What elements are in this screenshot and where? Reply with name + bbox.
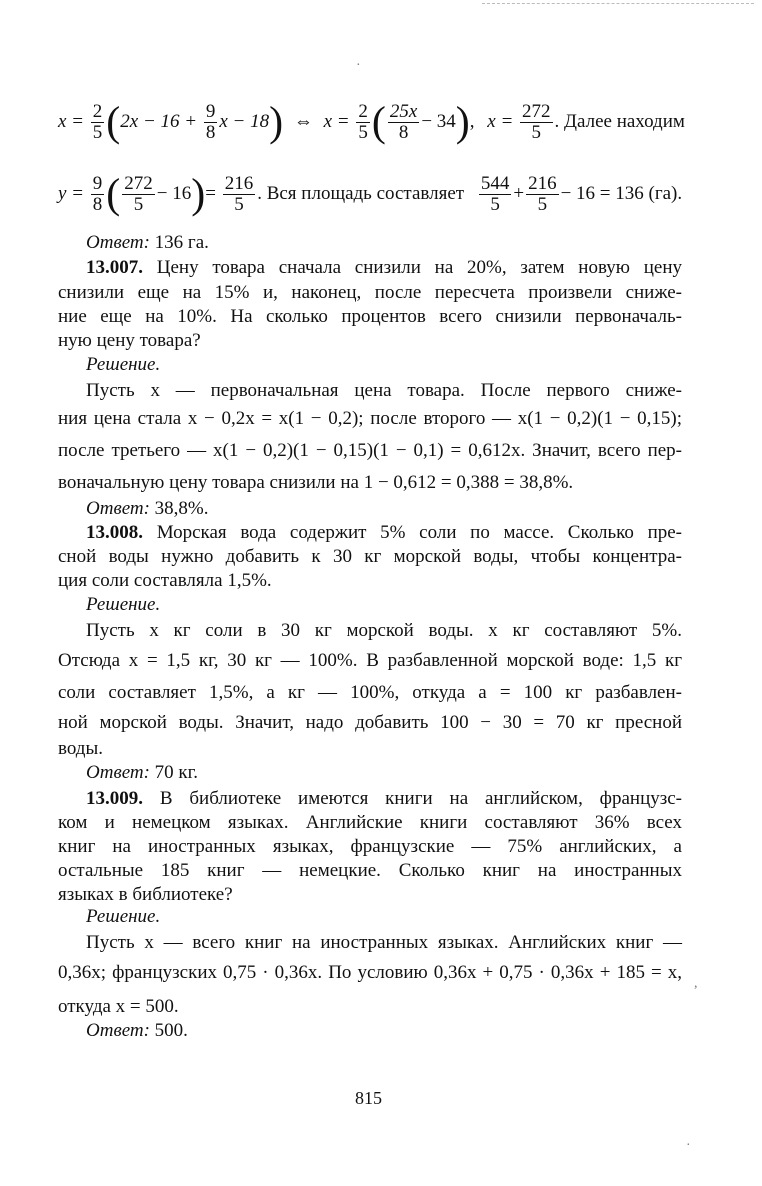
formula-line-1 [58, 92, 685, 152]
formula-text: 2x − 16 + [120, 111, 198, 132]
problem-13009-line: остальные 185 книг — немецкие. Сколько книг на иностранных [58, 860, 682, 881]
fraction [204, 102, 218, 143]
answer-value: 70 кг. [154, 762, 199, 783]
answer-line [86, 762, 198, 784]
solution-line: откуда x = 500. [58, 996, 179, 1017]
fraction-numerator: 9 [205, 101, 216, 123]
formula-text: x = [487, 111, 514, 132]
answer-label: Ответ: [86, 232, 150, 253]
answer-line [86, 1020, 188, 1042]
problem-13009-line [86, 788, 682, 810]
problem-text: Морская вода содержит 5% соли по массе. Сколько пре- [156, 522, 683, 543]
paren: ) [455, 99, 470, 146]
formula-text: = [205, 183, 216, 204]
problem-number: 13.008. [86, 522, 143, 543]
formula-text: . Вся площадь составляет [257, 183, 465, 204]
scan-speck: · [356, 58, 361, 73]
fraction [479, 174, 512, 215]
answer-value: 500. [154, 1020, 188, 1041]
problem-13008-line: ция соли составляла 1,5%. [58, 570, 272, 591]
paren: ( [371, 99, 386, 146]
page-number: 815 [355, 1088, 382, 1108]
formula-text: ⇔ [293, 111, 313, 132]
problem-13007-line: снизили еще на 15% и, наконец, после пересчета произвели сниже- [58, 282, 682, 303]
formula-text: x = [323, 111, 350, 132]
fraction-numerator: 2 [92, 101, 103, 123]
formula-text: x − 18 [219, 111, 270, 132]
problem-13009-line: ком и немецком языках. Английские книги составляют 36% всех [58, 812, 682, 833]
paren: ( [106, 99, 121, 146]
fraction-denominator: 5 [537, 194, 548, 216]
solution-label: Решение. [86, 906, 161, 927]
fraction-denominator: 5 [133, 194, 144, 216]
solution-line: воды. [58, 738, 103, 759]
fraction-numerator: 2 [358, 101, 368, 123]
fraction [223, 174, 256, 215]
fraction-denominator: 5 [490, 194, 500, 216]
fraction-numerator: 216 [528, 173, 557, 195]
fraction-denominator: 5 [92, 122, 103, 144]
answer-line [86, 232, 209, 254]
problem-13009-line: книг на иностранных языках, французские — 75% английских, а [58, 836, 682, 857]
answer-line [86, 498, 209, 520]
fraction [91, 174, 105, 215]
fraction [91, 102, 105, 143]
fraction-numerator: 216 [224, 173, 254, 195]
problem-13007-line [86, 257, 682, 279]
fraction-numerator: 272 [522, 101, 551, 123]
scan-edge-line [482, 3, 754, 4]
solution-line: соли составляет 1,5%, a кг — 100%, откуда a = 100 кг разбавлен- [58, 682, 682, 703]
fraction-numerator: 25x [389, 101, 418, 123]
answer-label: Ответ: [86, 1020, 150, 1041]
paren: ) [269, 99, 284, 146]
paren: ) [191, 171, 206, 218]
fraction-denominator: 5 [234, 194, 244, 216]
fraction [356, 102, 370, 143]
formula-text: − 16 = 136 (га). [560, 183, 683, 204]
answer-label: Ответ: [86, 498, 150, 519]
solution-line: Пусть x кг соли в 30 кг морской воды. x кг составляют 5%. [86, 620, 682, 641]
fraction-denominator: 5 [531, 122, 542, 144]
paren: ( [106, 171, 121, 218]
formula-text: − 16 [156, 183, 192, 204]
problem-13007-line: ную цену товара? [58, 330, 201, 351]
fraction [122, 174, 155, 215]
scan-speck: , [694, 976, 698, 991]
formula-text: , [469, 111, 475, 132]
solution-line: Отсюда x = 1,5 кг, 30 кг — 100%. В разбавленной морской воде: 1,5 кг [58, 650, 682, 671]
formula-text: y = [58, 183, 85, 204]
fraction-denominator: 8 [398, 122, 409, 144]
problem-13008-line [86, 522, 682, 544]
answer-value: 38,8%. [154, 498, 209, 519]
answer-value: 136 га. [154, 232, 209, 253]
solution-label: Решение. [86, 354, 161, 375]
formula-line-2 [58, 164, 682, 224]
fraction-denominator: 8 [92, 194, 103, 216]
problem-13007-line: ние еще на 10%. На сколько процентов всего снизили первоначаль- [58, 306, 682, 327]
fraction-numerator: 544 [480, 173, 510, 195]
formula-text: . Далее находим [554, 111, 685, 132]
solution-line: 0,36x; французских 0,75 · 0,36x. По условию 0,36x + 0,75 · 0,36x + 185 = x, [58, 962, 682, 983]
problem-13008-line: сной воды нужно добавить к 30 кг морской воды, чтобы концентра- [58, 546, 682, 567]
fraction [526, 174, 559, 215]
formula-text: x = [58, 111, 85, 132]
solution-line: ния цена стала x − 0,2x = x(1 − 0,2); после второго — x(1 − 0,2)(1 − 0,15); [58, 408, 682, 429]
fraction-numerator: 9 [92, 173, 103, 195]
scan-speck: · [686, 1138, 691, 1153]
solution-line: Пусть x — первоначальная цена товара. После первого сниже- [86, 380, 682, 401]
problem-number: 13.009. [86, 788, 143, 809]
fraction-denominator: 5 [358, 122, 368, 144]
solution-line: Пусть x — всего книг на иностранных языках. Английских книг — [86, 932, 682, 953]
problem-13009-line: языках в библиотеке? [58, 884, 233, 905]
fraction-numerator: 272 [124, 173, 153, 195]
formula-text: − 34 [421, 111, 456, 132]
solution-line: ной морской воды. Значит, надо добавить 100 − 30 = 70 кг пресной [58, 712, 682, 733]
solution-line: после третьего — x(1 − 0,2)(1 − 0,15)(1 − 0,1) = 0,612x. Значит, всего пер- [58, 440, 682, 461]
answer-label: Ответ: [86, 762, 150, 783]
problem-text: В библиотеке имеются книги на английском, французс- [159, 788, 683, 809]
formula-text: + [513, 183, 525, 204]
fraction [520, 102, 553, 143]
fraction [388, 102, 419, 143]
solution-label: Решение. [86, 594, 161, 615]
problem-text: Цену товара сначала снизили на 20%, затем новую цену [156, 257, 682, 278]
problem-number: 13.007. [86, 257, 143, 278]
fraction-denominator: 8 [205, 122, 216, 144]
solution-line: воначальную цену товара снизили на 1 − 0,612 = 0,388 = 38,8%. [58, 472, 574, 493]
